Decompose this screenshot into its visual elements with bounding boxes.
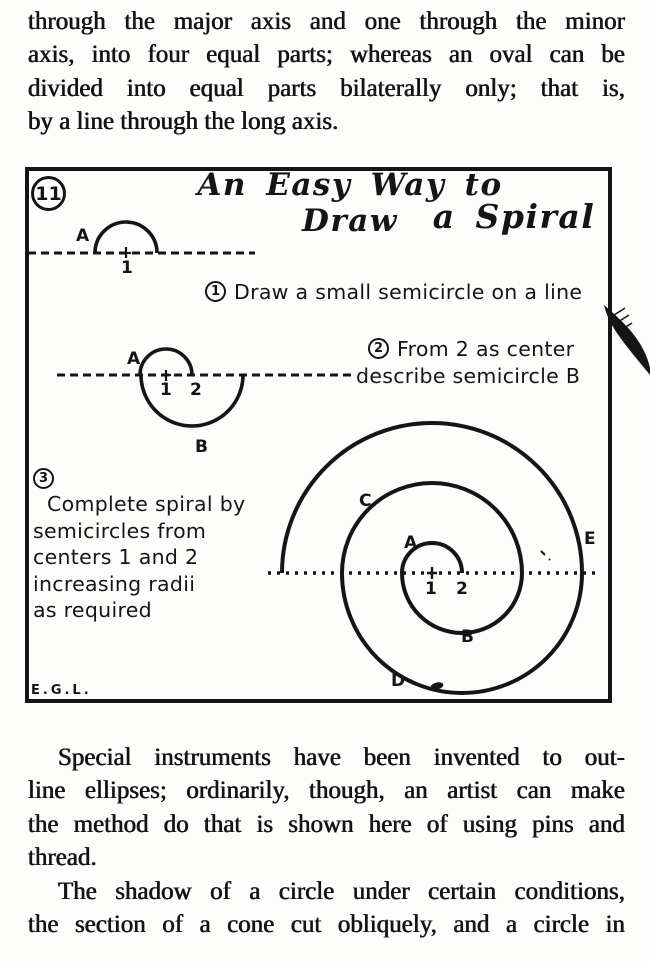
top-paragraph (28, 5, 625, 139)
figure-number: 11 (31, 176, 66, 211)
figure-title-line1: An Easy Way to Draw (197, 167, 503, 239)
step1-number-icon: 1 (205, 281, 226, 302)
step2-label-b: B (195, 437, 209, 457)
figure-title-line2: a Spiral (432, 197, 596, 236)
spiral-label-2: 2 (456, 579, 469, 599)
step2-caption-line1 (368, 337, 574, 361)
step1-caption-text: Draw a small semicircle on a line (234, 280, 583, 304)
step1-label-a: A (76, 226, 90, 246)
step2-label-1: 1 (160, 380, 173, 400)
step2-number-icon: 2 (368, 338, 389, 359)
artist-signature: E.G.L. (31, 683, 92, 698)
step1-label-1: 1 (121, 258, 134, 278)
step3-caption (33, 491, 283, 624)
step2-caption-text1: From 2 as center (397, 337, 575, 361)
step2-label-2: 2 (190, 380, 203, 400)
paragraph-line: The shadow of a circle under certain conditions, (58, 877, 625, 905)
step3-caption-line: Complete spiral by (47, 492, 246, 516)
spiral-label-c: C (359, 491, 372, 511)
paragraph-line: the method do that is shown here of using pins and (28, 810, 625, 838)
step3-caption-line: increasing radii (33, 571, 196, 596)
paragraph-line: the section of a cone cut obliquely, and a circle in (28, 910, 625, 938)
bottom-paragraph-1 (28, 741, 625, 875)
paragraph-line: Special instruments have been invented to out- (58, 744, 625, 771)
paragraph-line: axis, into four equal parts; whereas an oval can be (28, 41, 625, 69)
paragraph-line: divided into equal parts bilaterally only; that is, (28, 74, 625, 102)
spiral-label-a: A (404, 533, 418, 553)
spiral-label-b: B (461, 627, 475, 647)
step2-caption-text2: describe semicircle B (356, 364, 581, 388)
step3-caption-line: as required (33, 598, 152, 622)
spiral-label-d: D (391, 671, 406, 691)
spiral-label-e: E (584, 529, 596, 549)
step3-caption-line: semicircles from (33, 518, 207, 543)
paragraph-line: line ellipses; ordinarily, though, an artist can make (28, 777, 625, 805)
step3-caption-line: centers 1 and 2 (33, 545, 199, 569)
step3-number-icon: 3 (33, 468, 54, 489)
paragraph-line: thread. (28, 844, 97, 872)
paragraph-line: by a line through the long axis. (28, 108, 339, 136)
paragraph-line: through the major axis and one through the minor (28, 8, 625, 35)
step2-label-a: A (127, 349, 141, 369)
spiral-label-1: 1 (425, 579, 438, 599)
bottom-paragraph-2 (28, 875, 625, 942)
step1-caption (205, 280, 582, 304)
